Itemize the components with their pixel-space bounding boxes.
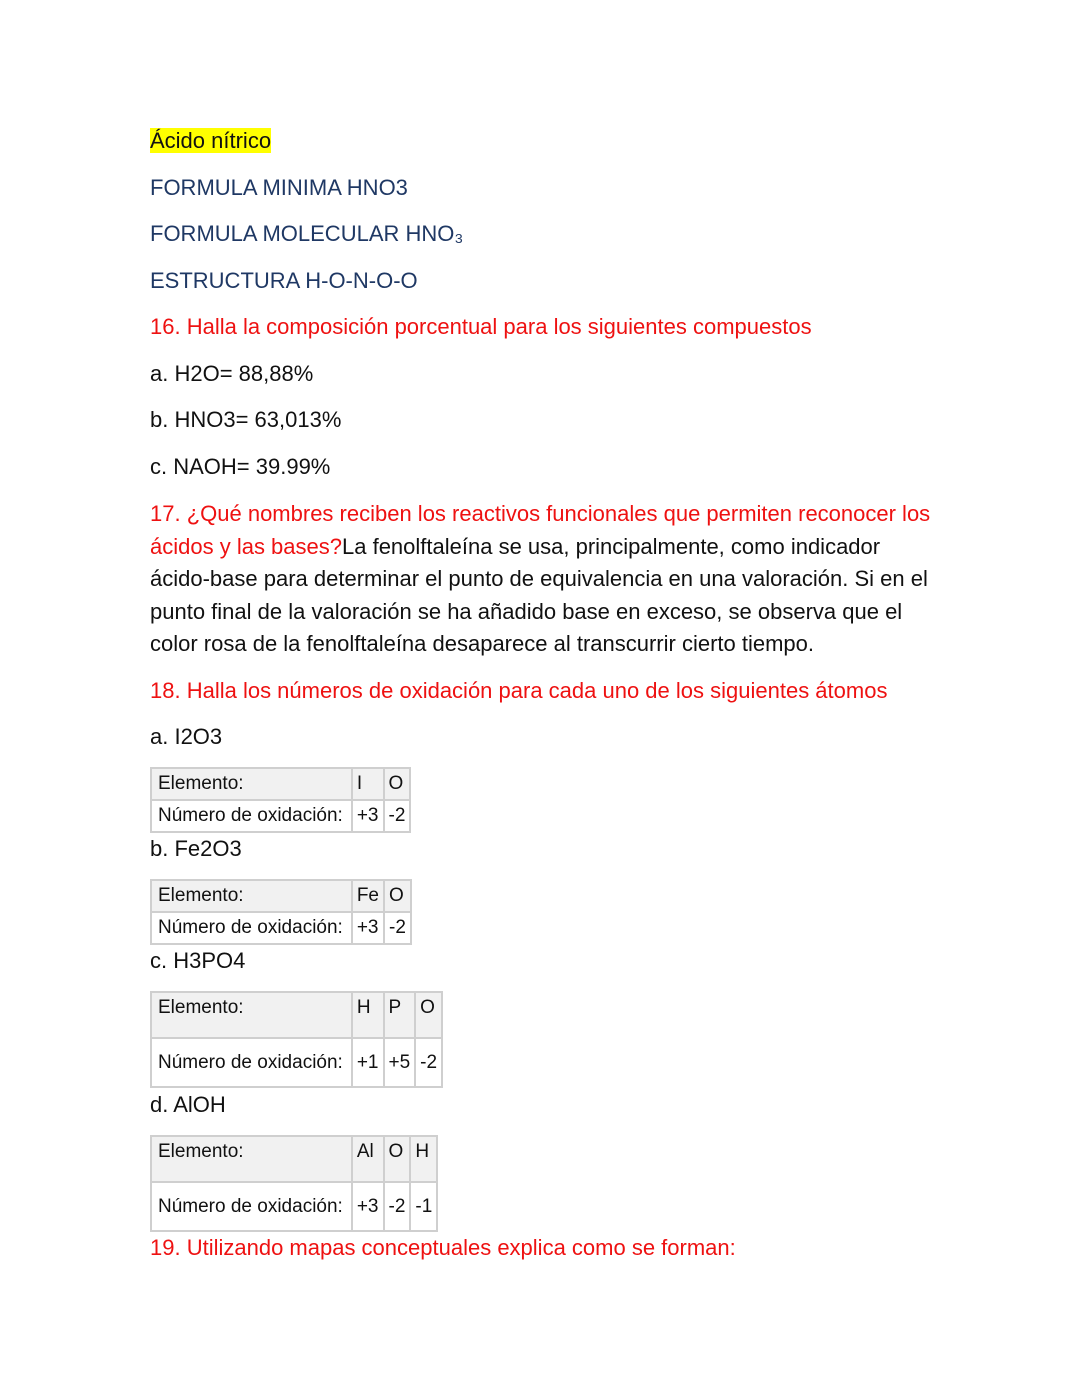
oxidation-table [150,1135,438,1232]
element-row [151,880,411,912]
q16-answer-a: a. H2O= 88,88% [150,361,314,386]
formula-molecular: FORMULA MOLECULAR HNO₃ [150,221,464,246]
element-row [151,1136,437,1182]
q17-paragraph [150,498,940,661]
oxidation-row-label: Número de oxidación: [151,800,352,832]
table-cell: -1 [410,1182,437,1231]
q16-question: 16. Halla la composición porcentual para los siguientes compuestos [150,314,812,339]
table-cell: +1 [352,1038,384,1087]
table-cell: Fe [352,880,384,912]
title-line [150,126,271,156]
oxidation-row-label: Número de oxidación: [151,912,352,944]
compound-label: d. AlOH [150,1092,226,1117]
table-cell: Al [352,1136,384,1182]
table-cell: +3 [352,912,384,944]
oxidation-table [150,879,412,945]
formula-minima: FORMULA MINIMA HNO3 [150,175,408,200]
table-cell: -2 [384,800,411,832]
document-title: Ácido nítrico [150,128,272,153]
element-row-label: Elemento: [151,992,352,1038]
estructura: ESTRUCTURA H-O-N-O-O [150,268,418,293]
table-cell: -2 [415,1038,442,1087]
table-cell: +3 [352,1182,384,1231]
table-cell: O [384,768,411,800]
compound-label: c. H3PO4 [150,948,246,973]
table-cell: -2 [384,1182,411,1231]
table-cell: O [415,992,442,1038]
q18-question: 18. Halla los números de oxidación para cada uno de los siguientes átomos [150,678,888,703]
oxidation-row-label: Número de oxidación: [151,1182,352,1231]
oxidation-row [151,912,411,944]
compound-label: b. Fe2O3 [150,836,242,861]
oxidation-table [150,991,443,1088]
element-row [151,768,410,800]
oxidation-row [151,1038,442,1087]
table-cell: H [352,992,384,1038]
element-row [151,992,442,1038]
table-cell: P [384,992,416,1038]
oxidation-row-label: Número de oxidación: [151,1038,352,1087]
element-row-label: Elemento: [151,1136,352,1182]
oxidation-table [150,767,411,833]
table-cell: H [410,1136,437,1182]
table-cell: +5 [384,1038,416,1087]
table-cell: I [352,768,384,800]
table-cell: O [384,880,411,912]
q17-question: 17. ¿Qué nombres reciben los reactivos funcionales que permiten reconocer los ácidos y las bases? [150,501,931,559]
q17-answer: La fenolftaleína se usa, principalmente, como indicador ácido-base para determinar el punto de equivalencia en una valoración. Si en el punto final de la valoración se ha añadido base en exceso, se observa que el color rosa de la fenolftaleína desaparece al transcurrir cierto tiempo. [150,533,928,657]
oxidation-row [151,800,410,832]
element-row-label: Elemento: [151,768,352,800]
compound-label: a. I2O3 [150,724,223,749]
q19-question: 19. Utilizando mapas conceptuales explica como se forman: [150,1235,736,1260]
element-row-label: Elemento: [151,880,352,912]
table-cell: O [384,1136,411,1182]
oxidation-row [151,1182,437,1231]
table-cell: -2 [384,912,411,944]
table-cell: +3 [352,800,384,832]
q16-answer-b: b. HNO3= 63,013% [150,407,342,432]
q16-answer-c: c. NAOH= 39.99% [150,454,331,479]
